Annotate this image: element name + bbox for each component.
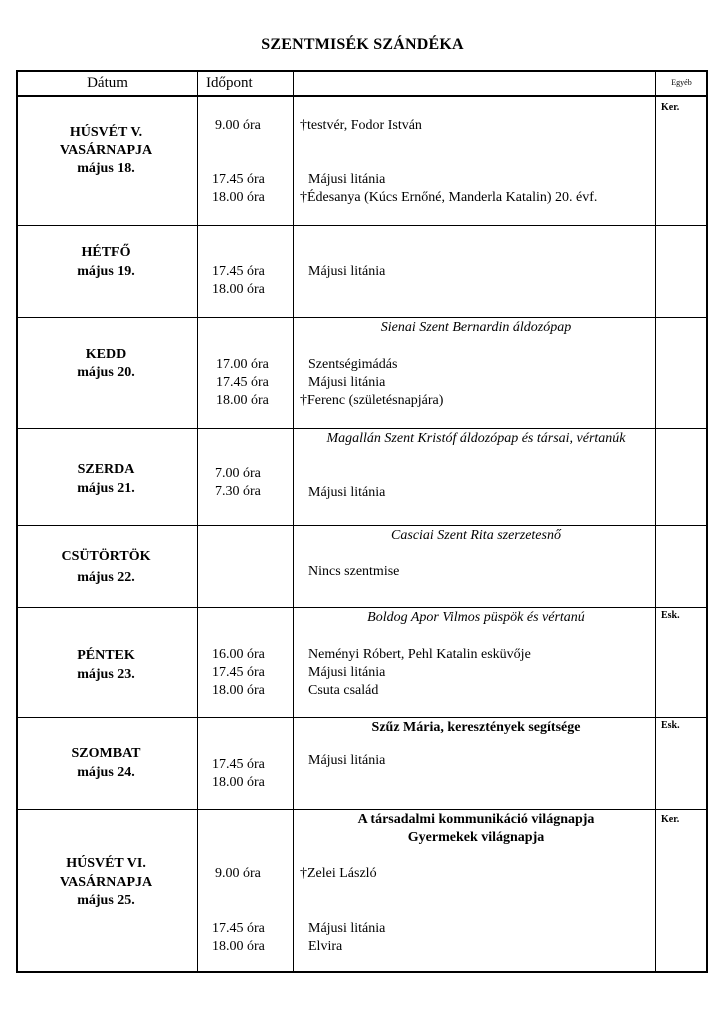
page-title: SZENTMISÉK SZÁNDÉKA [261,36,464,53]
row-divider [18,225,706,226]
day-date: május 25. [77,893,135,908]
header-date: Dátum [87,75,128,91]
mass-time: 18.00 óra [216,393,269,408]
mass-intention: †Zelei László [300,866,377,881]
mass-time: 17.45 óra [212,921,265,936]
header-divider [18,95,706,97]
mass-time: 17.45 óra [212,665,265,680]
status-badge: Esk. [661,610,680,621]
feast-name: A társadalmi kommunikáció világnapja [357,812,595,827]
column-divider [197,72,198,971]
feast-name: Boldog Apor Vilmos püspök és vértanú [367,610,585,625]
row-divider [18,717,706,718]
mass-intention: Májusi litánia [308,665,386,680]
day-date: május 18. [77,161,135,176]
row-divider [18,525,706,526]
mass-intention: †Édesanya (Kúcs Ernőné, Manderla Katalin) 20. évf. [300,190,598,205]
mass-time: 9.00 óra [215,866,261,881]
mass-time: 18.00 óra [212,190,265,205]
day-name: VASÁRNAPJA [59,143,153,158]
mass-time: 17.45 óra [212,172,265,187]
mass-time: 7.00 óra [215,466,261,481]
mass-intention: Csuta család [308,683,379,698]
mass-intention: Májusi litánia [308,753,386,768]
mass-intention: Májusi litánia [308,921,386,936]
mass-time: 18.00 óra [212,939,265,954]
mass-time: 18.00 óra [212,282,265,297]
feast-name: Sienai Szent Bernardin áldozópap [380,320,572,335]
row-divider [18,809,706,810]
status-badge: Esk. [661,720,680,731]
mass-intention: Májusi litánia [308,485,386,500]
mass-intention: †testvér, Fodor István [300,118,422,133]
day-date: május 19. [77,264,135,279]
feast-name: Casciai Szent Rita szerzetesnő [391,528,561,543]
mass-intention: Májusi litánia [308,375,386,390]
mass-intention: Nincs szentmise [308,564,400,579]
day-name: HÚSVÉT V. [69,125,143,140]
mass-time: 16.00 óra [212,647,265,662]
mass-intention: Szentségimádás [308,357,398,372]
mass-intention: Neményi Róbert, Pehl Katalin esküvője [308,647,531,662]
header-other: Egyéb [671,78,692,87]
day-date: május 23. [77,667,135,682]
feast-name: Magallán Szent Kristóf áldozópap és társai, vértanúk [326,431,626,446]
mass-time: 17.00 óra [216,357,269,372]
day-name: CSÜTÖRTÖK [61,549,151,564]
mass-intention: †Ferenc (születésnapjára) [300,393,444,408]
mass-time: 7.30 óra [215,484,261,499]
day-name: VASÁRNAPJA [59,875,153,890]
mass-intention: Elvira [308,939,343,954]
row-divider [18,317,706,318]
mass-time: 18.00 óra [212,683,265,698]
day-name: HÉTFŐ [81,245,131,260]
schedule-table [16,70,708,973]
row-divider [18,607,706,608]
day-date: május 24. [77,765,135,780]
mass-intention: Májusi litánia [308,172,386,187]
day-name: SZOMBAT [71,746,141,761]
status-badge: Ker. [661,814,680,825]
mass-time: 17.45 óra [212,264,265,279]
header-time: Időpont [206,75,253,91]
mass-time: 18.00 óra [212,775,265,790]
mass-time: 9.00 óra [215,118,261,133]
mass-time: 17.45 óra [212,757,265,772]
feast-name: Gyermekek világnapja [407,830,545,845]
feast-name: Szűz Mária, keresztények segítsége [371,720,581,735]
mass-intention: Májusi litánia [308,264,386,279]
day-name: KEDD [85,347,127,362]
day-date: május 20. [77,365,135,380]
day-date: május 21. [77,481,135,496]
column-divider [293,72,294,971]
day-date: május 22. [77,570,135,585]
mass-time: 17.45 óra [216,375,269,390]
status-badge: Ker. [661,102,680,113]
row-divider [18,428,706,429]
day-name: SZERDA [77,462,135,477]
day-name: PÉNTEK [77,648,135,663]
day-name: HÚSVÉT VI. [66,856,146,871]
